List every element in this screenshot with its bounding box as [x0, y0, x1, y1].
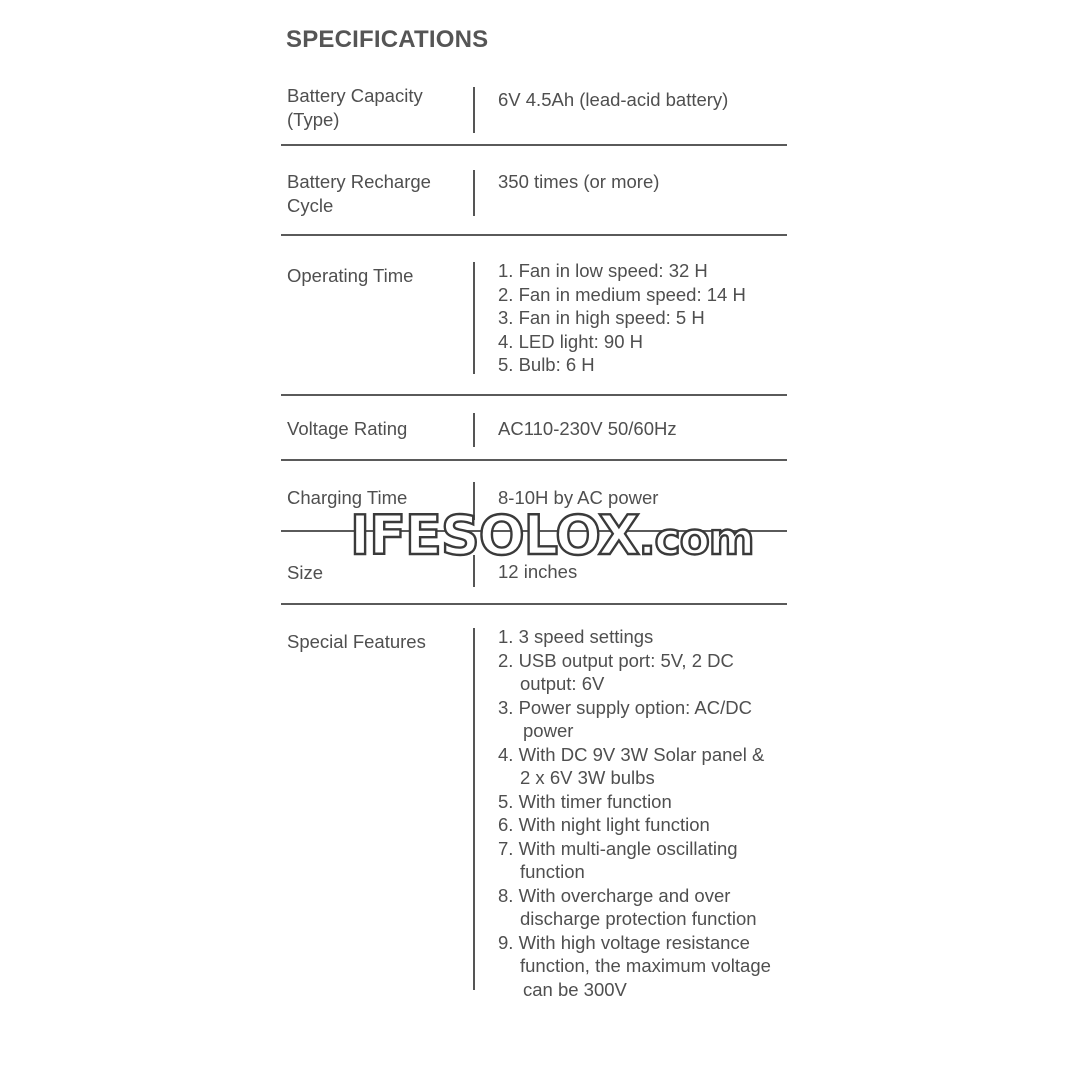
watermark-suffix: .com [638, 514, 754, 565]
spec-row-voltage-rating [281, 417, 787, 451]
list-item: 3. Power supply option: AC/DC [498, 696, 752, 718]
list-item: 5. With timer function [498, 790, 672, 812]
list-item: 2. USB output port: 5V, 2 DC [498, 649, 734, 671]
watermark-main: IFESOLOX [350, 504, 639, 567]
list-item-continuation: output: 6V [520, 673, 605, 694]
list-item-continuation: can be 300V [523, 978, 627, 1000]
row-divider [281, 394, 787, 396]
list-item: 4. With DC 9V 3W Solar panel & [498, 743, 765, 765]
list-item-continuation: discharge protection function [520, 908, 757, 929]
spec-value: 12 inches [498, 561, 578, 582]
list-item-continuation: function [520, 861, 585, 882]
list-item: 6. With night light function [498, 814, 710, 835]
special-features-list [498, 625, 771, 1001]
spec-label: Battery Recharge Cycle [287, 171, 431, 216]
list-item-continuation: function, the maximum voltage [520, 955, 771, 976]
spec-row-operating-time [281, 260, 787, 376]
spec-label: Special Features [287, 631, 426, 652]
spec-label: Operating Time [287, 265, 414, 286]
spec-row-recharge-cycle [281, 170, 787, 220]
spec-row-battery-capacity [281, 84, 787, 134]
row-divider [281, 234, 787, 236]
list-item: 2. Fan in medium speed: 14 H [498, 283, 746, 305]
list-item-continuation: power [523, 720, 574, 741]
list-item: 7. With multi-angle oscillating [498, 837, 738, 859]
watermark-logo [350, 504, 754, 567]
list-item: 9. With high voltage resistance [498, 931, 750, 953]
divider-vertical [473, 170, 475, 216]
spec-label: Voltage Rating [287, 418, 408, 439]
spec-row-special-features [281, 626, 787, 1000]
list-item-continuation: 2 x 6V 3W bulbs [520, 767, 655, 788]
row-divider [281, 603, 787, 605]
list-item: 8. With overcharge and over [498, 884, 731, 906]
spec-value: 350 times (or more) [498, 171, 660, 192]
operating-time-list [498, 259, 746, 377]
list-item: 1. 3 speed settings [498, 626, 654, 647]
list-item: 5. Bulb: 6 H [498, 354, 595, 375]
spec-label: Size [287, 562, 323, 583]
page-title: SPECIFICATIONS [286, 26, 489, 53]
list-item: 3. Fan in high speed: 5 H [498, 307, 705, 328]
spec-label: Charging Time [287, 487, 408, 508]
row-divider [281, 459, 787, 461]
row-divider [281, 144, 787, 146]
spec-value: 6V 4.5Ah (lead-acid battery) [498, 89, 729, 110]
spec-value: AC110-230V 50/60Hz [498, 418, 677, 439]
list-item: 4. LED light: 90 H [498, 330, 643, 352]
divider-vertical [473, 413, 475, 447]
spec-label: Battery Capacity (Type) [287, 85, 423, 130]
spec-value: 8-10H by AC power [498, 487, 659, 508]
list-item: 1. Fan in low speed: 32 H [498, 260, 708, 281]
divider-vertical [473, 628, 475, 990]
divider-vertical [473, 87, 475, 133]
divider-vertical [473, 262, 475, 374]
